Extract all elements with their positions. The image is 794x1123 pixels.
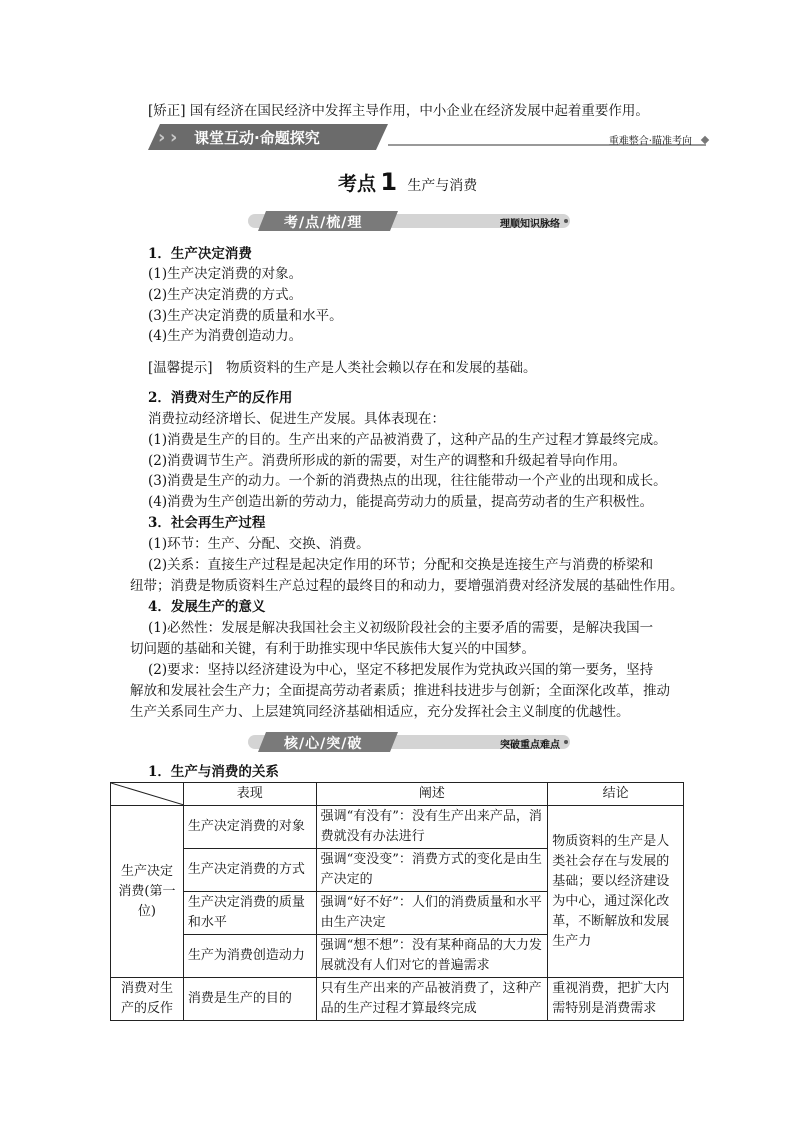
section-subtitle: 理顺知识脉络 bbox=[500, 219, 560, 230]
section-title: 考/点/梳/理 bbox=[284, 215, 363, 231]
table-header-row bbox=[111, 783, 684, 806]
text-line: 解放和发展社会生产力；全面提高劳动者素质；推进科技进步与创新；全面深化改革，推动 bbox=[130, 683, 670, 699]
section-title: 核/心/突/破 bbox=[284, 736, 363, 752]
table-header-cell: 结论 bbox=[548, 783, 684, 806]
dot-icon bbox=[564, 740, 568, 744]
diagonal-header-cell bbox=[111, 783, 184, 806]
text-line: 切问题的基础和关键，有利于助推实现中华民族伟大复兴的中国梦。 bbox=[130, 641, 535, 657]
text-line: (1)环节：生产、分配、交换、消费。 bbox=[148, 536, 370, 552]
text-line: (1)必然性：发展是解决我国社会主义初级阶段社会的主要矛盾的需要，是解决我国一 bbox=[148, 620, 654, 636]
table-header-cell: 表现 bbox=[183, 783, 316, 806]
table-cell: 强调“变没变”：消费方式的变化是由生产决定的 bbox=[316, 849, 548, 892]
kaodian-title: 生产与消费 bbox=[407, 178, 478, 194]
table-cell: 生产决定消费的方式 bbox=[183, 849, 316, 892]
text-line: (4)生产为消费创造动力。 bbox=[148, 328, 303, 344]
text-line: (2)消费调节生产。消费所形成的新的需要，对生产的调整和升级起着导向作用。 bbox=[148, 453, 627, 469]
tip-note: [温馨提示] 物质资料的生产是人类社会赖以存在和发展的基础。 bbox=[148, 360, 537, 376]
dot-icon bbox=[564, 219, 568, 223]
section-bar-kaodian-shuli bbox=[248, 211, 570, 231]
heading-3: 3．社会再生产过程 bbox=[148, 515, 266, 531]
text-line: 消费拉动经济增长、促进生产发展。具体表现在： bbox=[148, 411, 445, 427]
section-bar-hexin-tupo bbox=[248, 732, 570, 752]
banner-title: 课堂互动·命题探究 bbox=[194, 129, 320, 147]
kaodian-number: 1 bbox=[380, 168, 398, 196]
section-banner bbox=[148, 124, 708, 150]
table-cell: 强调“有没有”：没有生产出来产品，消费就没有办法进行 bbox=[316, 806, 548, 849]
section-subtitle: 突破重点难点 bbox=[500, 740, 560, 751]
heading-4: 4．发展生产的意义 bbox=[148, 599, 266, 615]
chevron-right-icon: › bbox=[170, 127, 178, 148]
text-line: (4)消费为生产创造出新的劳动力，能提高劳动力的质量，提高劳动者的生产积极性。 bbox=[148, 494, 654, 510]
text-line: (2)要求：坚持以经济建设为中心，坚定不移把发展作为党执政兴国的第一要务，坚持 bbox=[148, 662, 654, 678]
text-line: (2)生产决定消费的方式。 bbox=[148, 287, 303, 303]
heading-1: 1．生产决定消费 bbox=[148, 246, 252, 262]
group-label-cell: 生产决定消费(第一位) bbox=[111, 806, 184, 978]
table-cell: 生产决定消费的对象 bbox=[183, 806, 316, 849]
text-line: 纽带；消费是物质资料生产总过程的最终目的和动力，要增强消费对经济发展的基础性作用。 bbox=[130, 578, 684, 594]
table-cell: 强调“想不想”：没有某种商品的大力发展就没有人们对它的普遍需求 bbox=[316, 935, 548, 978]
text-line: (3)消费是生产的动力。一个新的消费热点的出现，往往能带动一个产业的出现和成长。 bbox=[148, 473, 667, 489]
table-heading: 1．生产与消费的关系 bbox=[148, 764, 279, 780]
table-cell: 只有生产出来的产品被消费了，这种产品的生产过程才算最终完成 bbox=[316, 978, 548, 1021]
text-line: 生产关系同生产力、上层建筑同经济基础相适应，充分发挥社会主义制度的优越性。 bbox=[130, 704, 630, 720]
relationship-table bbox=[110, 782, 684, 1021]
top-note: [矫正] 国有经济在国民经济中发挥主导作用，中小企业在经济发展中起着重要作用。 bbox=[148, 103, 649, 119]
heading-2: 2．消费对生产的反作用 bbox=[148, 390, 293, 406]
conclusion-cell: 物质资料的生产是人类社会存在与发展的基础；要以经济建设为中心，通过深化改革，不断解放和发展生产力 bbox=[548, 806, 684, 978]
conclusion-cell: 重视消费，把扩大内需特别是消费需求 bbox=[548, 978, 684, 1021]
diagonal-line bbox=[111, 783, 184, 805]
chevron-right-icon: › bbox=[158, 127, 166, 148]
table-row bbox=[111, 806, 684, 849]
kaodian-heading bbox=[338, 168, 477, 196]
table-row bbox=[111, 978, 684, 1021]
text-line: (3)生产决定消费的质量和水平。 bbox=[148, 308, 343, 324]
table-cell: 生产决定消费的质量和水平 bbox=[183, 892, 316, 935]
banner-subtitle: 重难整合·瞄准考向 bbox=[608, 136, 692, 147]
text-line: (1)消费是生产的目的。生产出来的产品被消费了，这种产品的生产过程才算最终完成。 bbox=[148, 432, 667, 448]
diamond-icon bbox=[701, 136, 709, 144]
kaodian-label: 考点 bbox=[338, 173, 377, 195]
table-cell: 消费是生产的目的 bbox=[183, 978, 316, 1021]
table-cell: 生产为消费创造动力 bbox=[183, 935, 316, 978]
table-header-cell: 阐述 bbox=[316, 783, 548, 806]
text-line: (2)关系：直接生产过程是起决定作用的环节；分配和交换是连接生产与消费的桥梁和 bbox=[148, 557, 654, 573]
group-label-cell: 消费对生产的反作 bbox=[111, 978, 184, 1021]
text-line: (1)生产决定消费的对象。 bbox=[148, 266, 303, 282]
table-cell: 强调“好不好”：人们的消费质量和水平由生产决定 bbox=[316, 892, 548, 935]
